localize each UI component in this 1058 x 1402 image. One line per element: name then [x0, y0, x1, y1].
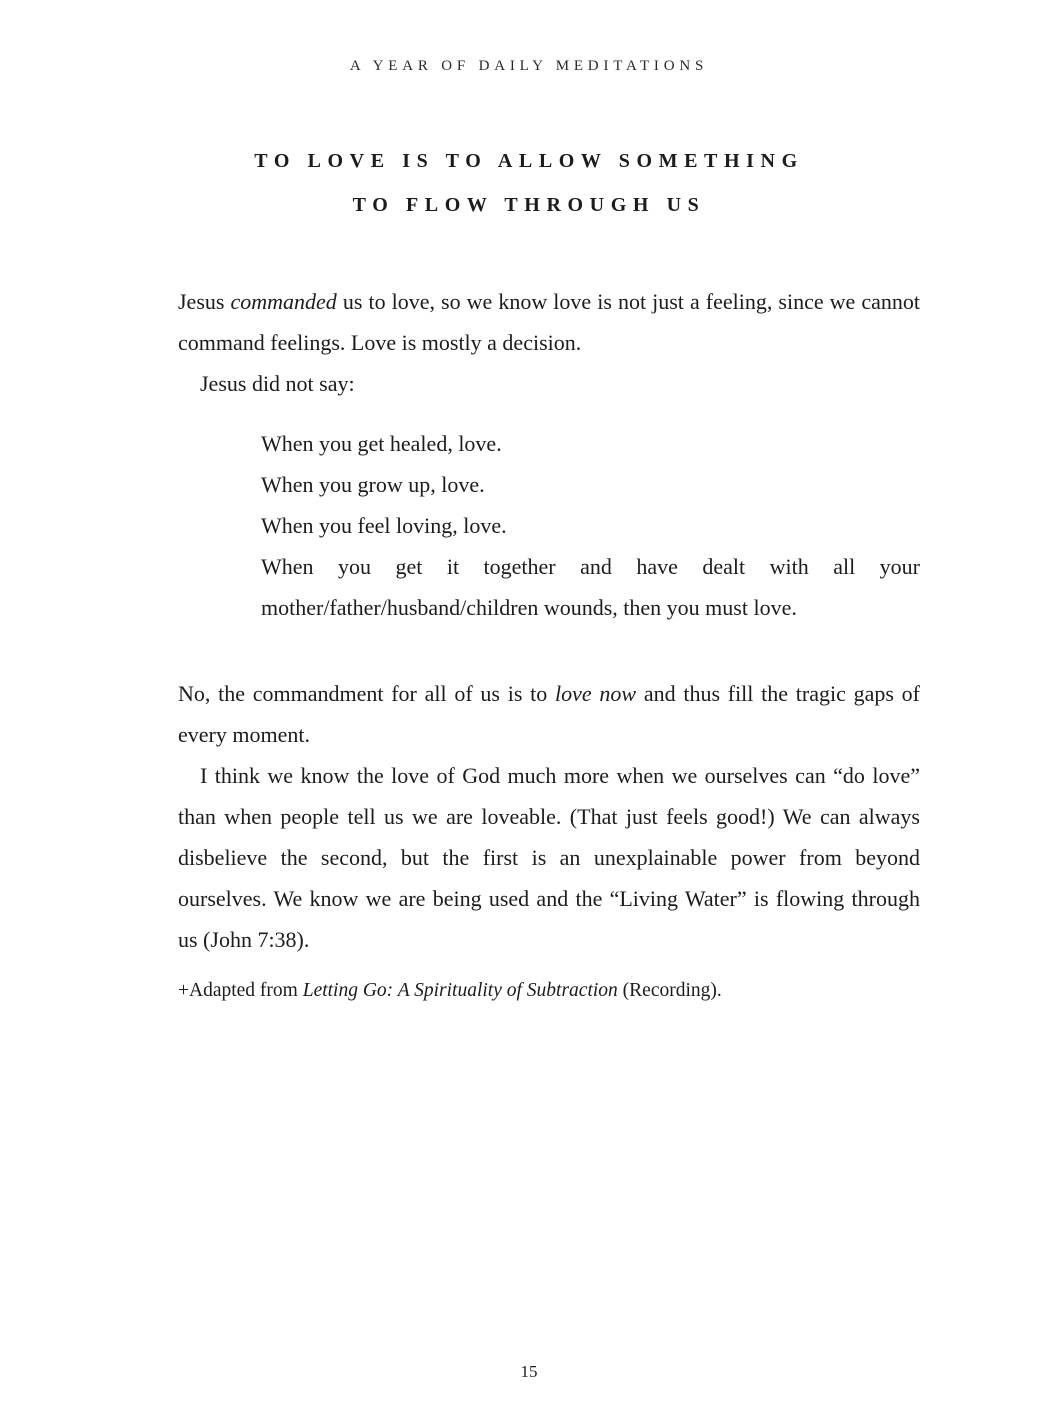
chapter-title: [0, 139, 1058, 227]
chapter-title-line-2: TO FLOW THROUGH US: [352, 194, 706, 216]
quote-line-3: When you feel loving, love.: [261, 513, 507, 538]
page-number: 15: [520, 1362, 538, 1381]
paragraph-2: Jesus did not say:: [200, 371, 355, 396]
attribution-text-end: (Recording).: [617, 980, 722, 1001]
paragraph-1-text-end: us to love, so we know love is not just a feeling, since we cannot command feelings. Love is mostly a decision.: [178, 289, 920, 355]
attribution: [178, 976, 920, 1006]
paragraph-1: [178, 281, 920, 363]
quote-block: [178, 423, 920, 628]
quote-line-1: When you get healed, love.: [261, 431, 502, 456]
chapter-title-line-1: TO LOVE IS TO ALLOW SOMETHING: [254, 150, 804, 172]
body-text: [178, 281, 920, 1006]
paragraph-3-text-start: No, the commandment for all of us is to: [178, 681, 556, 706]
attribution-book-title: Letting Go: A Spirituality of Subtraction: [302, 980, 618, 1001]
quote-line-2: When you grow up, love.: [261, 472, 485, 497]
paragraph-4: I think we know the love of God much more when we ourselves can “do love” than when people tell us we are loveable. (That just feels good!) We can always disbelieve the second, but the first is an unexplainable power from beyond ourselves. We know we are being used and the “Living Water” is flowing through us (John 7:38).: [178, 763, 920, 952]
paragraph-1-text-start: Jesus: [178, 289, 231, 314]
quote-line-4: When you get it together and have dealt with all your mother/father/husband/children wounds, then you must love.: [261, 554, 920, 620]
paragraph-1-italic: commanded: [230, 289, 337, 314]
attribution-text-start: +Adapted from: [178, 980, 303, 1001]
paragraph-3: [178, 673, 920, 755]
paragraph-3-text-end: and thus fill the tragic gaps of every moment.: [178, 681, 920, 747]
running-header: A YEAR OF DAILY MEDITATIONS: [349, 58, 709, 74]
paragraph-3-italic: love now: [555, 681, 637, 706]
